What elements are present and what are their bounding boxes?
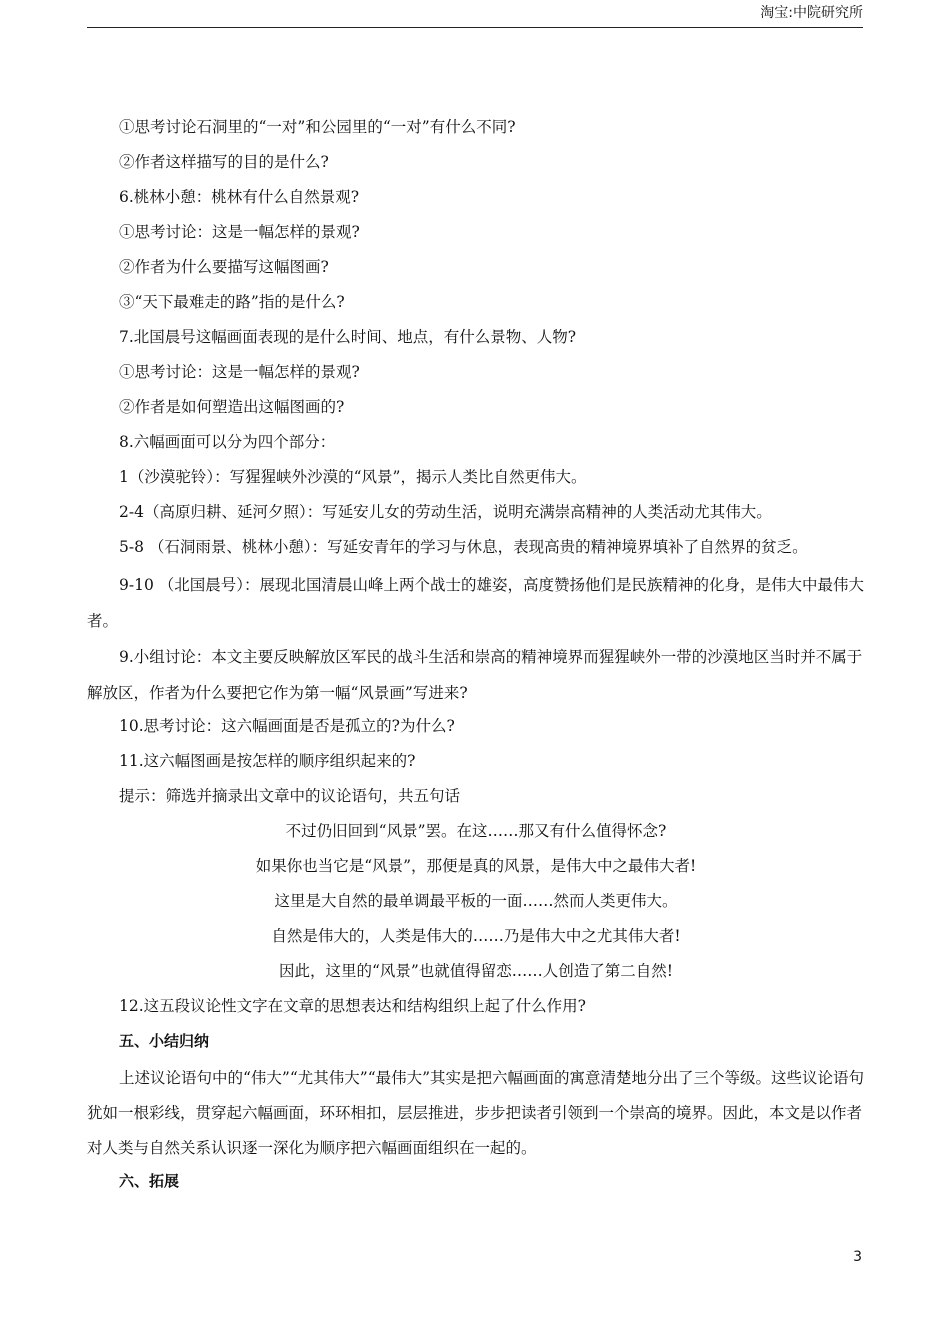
part-paragraph: 9-10 （北国晨号）：展现北国清晨山峰上两个战士的雄姿，高度赞扬他们是民族精神的化身，是伟大中最伟大者。 bbox=[87, 576, 865, 630]
question-line: ②作者为什么要描写这幅图画? bbox=[119, 258, 329, 276]
question-line: ①思考讨论：这是一幅怎样的景观? bbox=[119, 363, 360, 381]
question-line: 11.这六幅图画是按怎样的顺序组织起来的? bbox=[119, 752, 416, 770]
discussion-paragraph: 9.小组讨论：本文主要反映解放区军民的战斗生活和崇高的精神境界而猩猩峡外一带的沙漠地区当时并不属于解放区，作者为什么要把它作为第一幅“风景画”写进来? bbox=[87, 648, 863, 702]
part-line: 2-4（高原归耕、延河夕照）：写延安儿女的劳动生活，说明充满崇高精神的人类活动尤其伟大。 bbox=[119, 503, 772, 521]
section-heading: 六、拓展 bbox=[119, 1172, 180, 1190]
part-line: 1（沙漠驼铃）：写猩猩峡外沙漠的“风景”，揭示人类比自然更伟大。 bbox=[119, 468, 587, 486]
document-body bbox=[87, 112, 865, 1201]
page-number: 3 bbox=[853, 1249, 862, 1265]
page-header: 淘宝:中院研究所 bbox=[87, 0, 863, 28]
question-line: 6.桃林小憩：桃林有什么自然景观? bbox=[119, 188, 360, 206]
question-line: ②作者这样描写的目的是什么? bbox=[119, 153, 329, 171]
hint-line: 提示：筛选并摘录出文章中的议论语句，共五句话 bbox=[119, 787, 461, 805]
question-line: ③“天下最难走的路”指的是什么? bbox=[119, 293, 345, 311]
part-line: 5-8 （石洞雨景、桃林小憩）：写延安青年的学习与休息，表现高贵的精神境界填补了自然界的贫乏。 bbox=[119, 538, 808, 556]
question-line: ①思考讨论石洞里的“一对”和公园里的“一对”有什么不同? bbox=[119, 118, 516, 136]
question-line: 8.六幅画面可以分为四个部分： bbox=[119, 433, 336, 451]
quote-line: 自然是伟大的，人类是伟大的……乃是伟大中之尤其伟大者! bbox=[271, 927, 681, 945]
quote-line: 这里是大自然的最单调最平板的一面……然而人类更伟大。 bbox=[274, 892, 678, 910]
quote-line: 如果你也当它是“风景”，那便是真的风景，是伟大中之最伟大者! bbox=[255, 857, 697, 875]
question-line: 10.思考讨论：这六幅画面是否是孤立的?为什么? bbox=[119, 717, 455, 735]
question-line: ①思考讨论：这是一幅怎样的景观? bbox=[119, 223, 360, 241]
question-line: 12.这五段议论性文字在文章的思想表达和结构组织上起了什么作用? bbox=[119, 997, 586, 1015]
section-heading: 五、小结归纳 bbox=[119, 1032, 210, 1050]
quote-line: 因此，这里的“风景”也就值得留恋……人创造了第二自然! bbox=[278, 962, 674, 980]
question-line: 7.北国晨号这幅画面表现的是什么时间、地点，有什么景物、人物? bbox=[119, 328, 577, 346]
quote-line: 不过仍旧回到“风景”罢。在这……那又有什么值得怀念? bbox=[285, 822, 667, 840]
summary-paragraph: 上述议论语句中的“伟大”“尤其伟大”“最伟大”其实是把六幅画面的寓意清楚地分出了三个等级。这些议论语句犹如一根彩线，贯穿起六幅画面，环环相扣，层层推进，步步把读者引领到一个崇高的境界。因此，本文是以作者对人类与自然关系认识逐一深化为顺序把六幅画面组织在一起的。 bbox=[87, 1069, 865, 1157]
question-line: ②作者是如何塑造出这幅图画的? bbox=[119, 398, 345, 416]
